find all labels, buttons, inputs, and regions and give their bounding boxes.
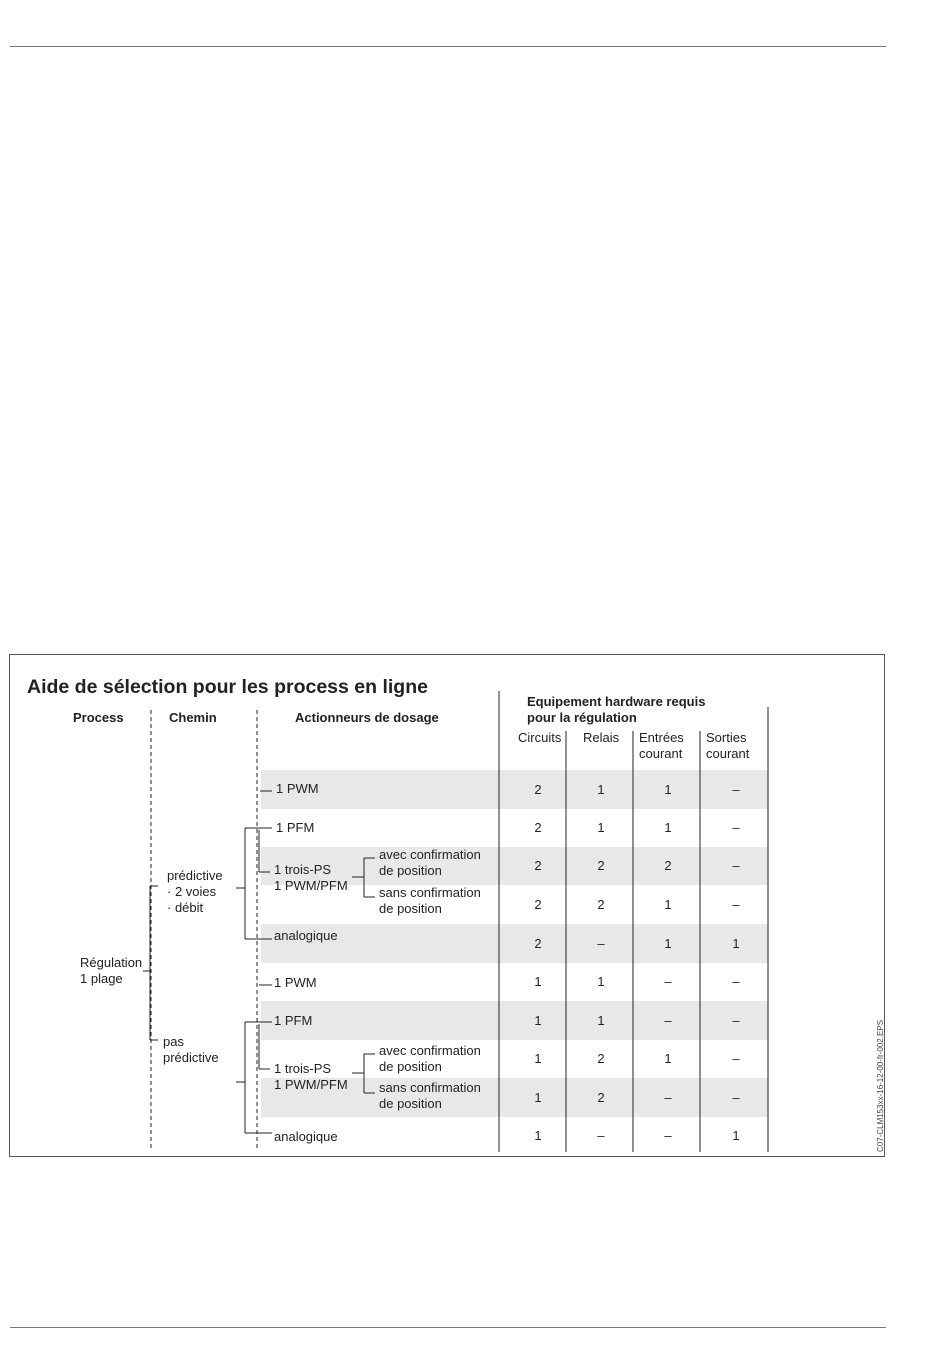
option-avec-b-1: avec confirmation	[379, 1043, 481, 1058]
cell-circuits: 1	[534, 1012, 542, 1028]
chemin-pas-2: prédictive	[163, 1050, 219, 1065]
cell-circuits: 2	[534, 896, 542, 912]
chemin-predictive-1: prédictive	[167, 868, 223, 883]
cell-sorties: –	[732, 974, 740, 989]
cell-entrees: 2	[664, 858, 672, 873]
cell-relais: –	[597, 1128, 605, 1143]
option-avec-b-2: de position	[379, 1059, 442, 1074]
cell-entrees: –	[664, 974, 672, 989]
figure-code: C07-CLM153xx-16-12-00-fr-002.EPS	[876, 1019, 885, 1152]
actuator-pwm-pfm: 1 PWM/PFM	[274, 878, 348, 893]
header-process: Process	[73, 710, 124, 725]
header-entrees-1: Entrées	[639, 730, 684, 745]
cell-sorties: –	[732, 820, 740, 835]
option-sans-b-2: de position	[379, 1096, 442, 1111]
option-sans-b-1: sans confirmation	[379, 1080, 481, 1095]
diagram-title: Aide de sélection pour les process en ligne	[27, 676, 428, 698]
actuator-pfm-b: 1 PFM	[274, 1013, 313, 1028]
row-band	[261, 1001, 768, 1040]
cell-circuits: 1	[534, 1089, 542, 1105]
actuator-analogique: analogique	[274, 928, 338, 943]
cell-relais: 1	[597, 820, 605, 835]
actuator-analogique-b: analogique	[274, 1129, 338, 1144]
cell-entrees: –	[664, 1128, 672, 1143]
cell-entrees: 1	[664, 781, 672, 797]
chemin-predictive-2: · 2 voies	[167, 884, 217, 899]
header-relais: Relais	[583, 730, 620, 745]
cell-sorties: 1	[732, 1128, 740, 1143]
row-band	[261, 770, 768, 809]
actuator-pwm-pfm-b: 1 PWM/PFM	[274, 1077, 348, 1092]
chemin-predictive-3: · débit	[167, 900, 204, 915]
bottom-rule	[10, 1327, 886, 1328]
cell-sorties: 1	[732, 935, 740, 951]
cell-circuits: 2	[534, 935, 542, 951]
header-equipement: Equipement hardware requis	[527, 694, 706, 709]
header-entrees-2: courant	[639, 746, 683, 761]
actuator-pwm-b: 1 PWM	[274, 975, 317, 990]
cell-sorties: –	[732, 1051, 740, 1066]
option-avec-2: de position	[379, 863, 442, 878]
cell-sorties: –	[732, 858, 740, 873]
header-actionneurs: Actionneurs de dosage	[295, 710, 439, 725]
cell-entrees: 1	[664, 820, 672, 835]
cell-entrees: 1	[664, 896, 672, 912]
cell-sorties: –	[732, 896, 740, 912]
cell-sorties: –	[732, 1089, 740, 1105]
cell-relais: 2	[597, 896, 605, 912]
cell-entrees: –	[664, 1012, 672, 1028]
process-label-1: Régulation	[80, 955, 143, 970]
cell-entrees: 1	[664, 1051, 672, 1066]
cell-relais: 1	[597, 1012, 605, 1028]
process-label-2: 1 plage	[80, 971, 123, 986]
cell-circuits: 2	[534, 781, 542, 797]
cell-circuits: 1	[534, 974, 542, 989]
cell-relais: 1	[597, 974, 605, 989]
header-equipement-2: pour la régulation	[527, 710, 637, 725]
cell-entrees: –	[664, 1089, 672, 1105]
option-avec-1: avec confirmation	[379, 847, 481, 862]
chemin-pas-1: pas	[163, 1034, 184, 1049]
cell-circuits: 2	[534, 858, 542, 873]
cell-circuits: 2	[534, 820, 542, 835]
cell-sorties: –	[732, 781, 740, 797]
header-sorties-2: courant	[706, 746, 750, 761]
cell-relais: 2	[597, 1089, 605, 1105]
cell-relais: 2	[597, 858, 605, 873]
cell-circuits: 1	[534, 1051, 542, 1066]
cell-relais: 1	[597, 781, 605, 797]
cell-circuits: 1	[534, 1128, 542, 1143]
header-sorties-1: Sorties	[706, 730, 747, 745]
actuator-pwm: 1 PWM	[276, 781, 319, 796]
actuator-trois-ps-b: 1 trois-PS	[274, 1061, 332, 1076]
header-circuits: Circuits	[518, 730, 562, 745]
cell-relais: –	[597, 935, 605, 951]
top-rule	[10, 46, 886, 47]
option-sans-2: de position	[379, 901, 442, 916]
option-sans-1: sans confirmation	[379, 885, 481, 900]
actuator-pfm: 1 PFM	[276, 820, 315, 835]
cell-entrees: 1	[664, 935, 672, 951]
header-chemin: Chemin	[169, 710, 217, 725]
cell-sorties: –	[732, 1012, 740, 1028]
selection-diagram	[9, 654, 885, 1157]
actuator-trois-ps: 1 trois-PS	[274, 862, 332, 877]
cell-relais: 2	[597, 1051, 605, 1066]
